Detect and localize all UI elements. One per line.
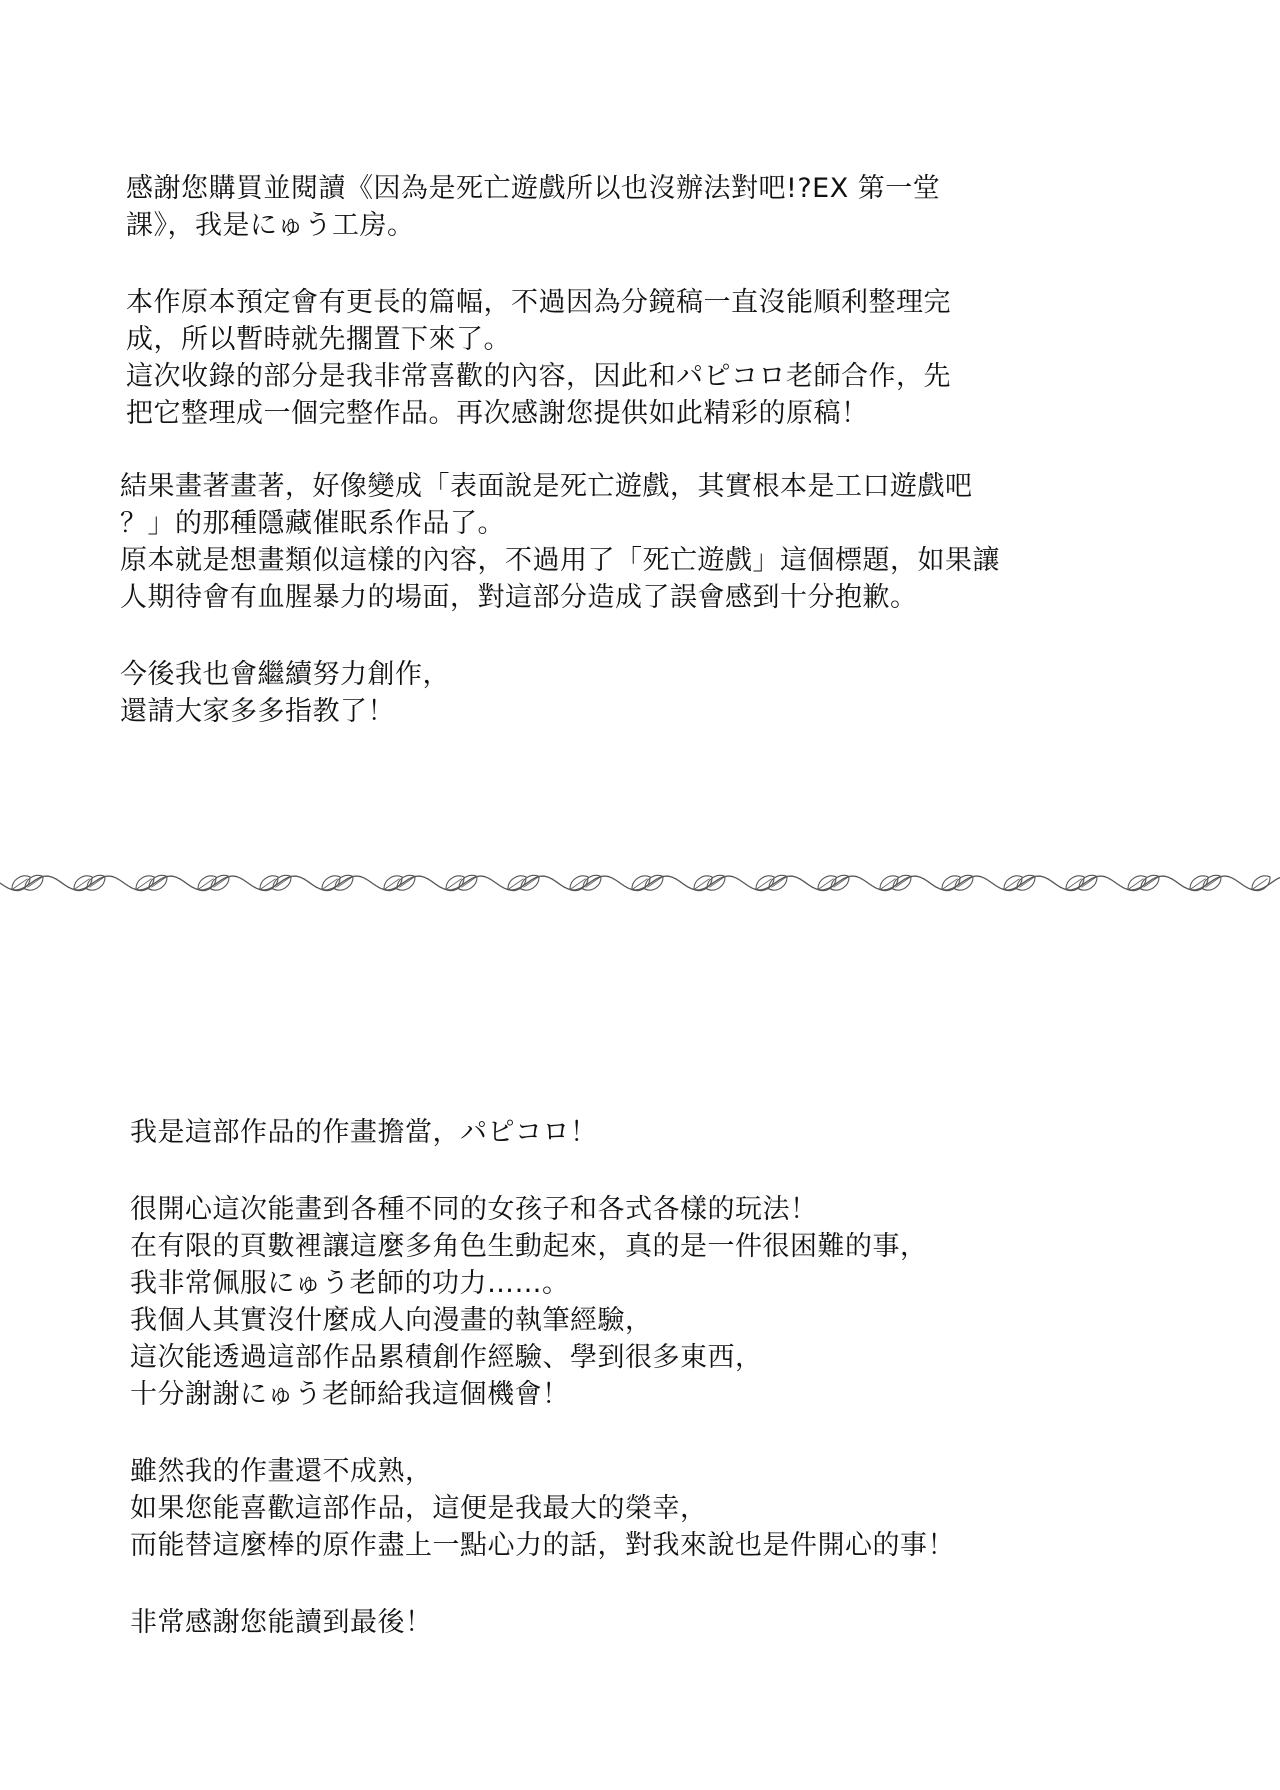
text-line: 結果畫著畫著，好像變成「表面說是死亡遊戲，其實根本是工口遊戲吧 <box>120 471 973 502</box>
text-line: 課》，我是にゅう工房。 <box>126 210 415 241</box>
text-line: 今後我也會繼續努力創作， <box>120 659 450 690</box>
leaf-icon <box>704 872 729 894</box>
text-line: 人期待會有血腥暴力的場面，對這部分造成了誤會感到十分抱歉。 <box>120 582 918 613</box>
text-line: ？」的那種隱藏催眠系作品了。 <box>120 508 505 539</box>
text-line: 我非常佩服にゅう老師的功力……。 <box>130 1268 570 1299</box>
text-line: 原本就是想畫類似這樣的內容，不過用了「死亡遊戲」這個標題，如果讓 <box>120 545 1000 576</box>
leaf-icon <box>146 872 171 894</box>
text-line: 成，所以暫時就先擱置下來了。 <box>126 324 511 355</box>
text-line: 非常感謝您能讀到最後！ <box>130 1607 433 1638</box>
leaf-icon <box>642 872 667 894</box>
leaf-icon <box>84 872 109 894</box>
leaf-icon <box>828 872 853 894</box>
afterword-niu-body <box>120 468 1000 730</box>
text-line: 還請大家多多指教了！ <box>120 696 395 727</box>
leaf-icon <box>1014 872 1039 894</box>
leaf-icon <box>208 872 233 894</box>
leaf-icon <box>456 872 481 894</box>
text-line: 而能替這麼棒的原作盡上一點心力的話，對我來說也是件開心的事！ <box>130 1530 955 1561</box>
leaf-icon <box>22 872 47 894</box>
text-line: 在有限的頁數裡讓這麼多角色生動起來，真的是一件很困難的事， <box>130 1231 928 1262</box>
leaf-icon <box>518 872 543 894</box>
text-line: 十分謝謝にゅう老師給我這個機會！ <box>130 1379 570 1410</box>
text-line: 雖然我的作畫還不成熟， <box>130 1456 433 1487</box>
leaf-icon <box>270 872 295 894</box>
leaf-vine-divider-icon <box>0 858 1280 908</box>
text-line: 如果您能喜歡這部作品，這便是我最大的榮幸， <box>130 1493 708 1524</box>
afterword-papikoro <box>130 1114 955 1641</box>
leaf-icon <box>890 872 915 894</box>
leaf-icon <box>1076 872 1101 894</box>
text-line: 我是這部作品的作畫擔當，パピコロ！ <box>130 1117 598 1148</box>
leaf-icon <box>952 872 977 894</box>
leaf-icon <box>1200 872 1225 894</box>
leaf-icon <box>394 872 419 894</box>
text-line: 本作原本預定會有更長的篇幅，不過因為分鏡稿一直沒能順利整理完 <box>126 287 951 318</box>
leaf-icon <box>1138 872 1163 894</box>
text-line: 感謝您購買並閱讀《因為是死亡遊戲所以也沒辦法對吧!?EX 第一堂 <box>126 173 941 204</box>
leaf-icon <box>766 872 791 894</box>
text-line: 這次收錄的部分是我非常喜歡的內容，因此和パピコロ老師合作，先 <box>126 361 951 392</box>
text-line: 把它整理成一個完整作品。再次感謝您提供如此精彩的原稿！ <box>126 398 869 429</box>
text-line: 我個人其實沒什麼成人向漫畫的執筆經驗， <box>130 1305 653 1336</box>
afterword-niu-intro <box>126 170 951 432</box>
leaf-icon <box>332 872 357 894</box>
text-line: 這次能透過這部作品累積創作經驗、學到很多東西， <box>130 1342 763 1373</box>
leaf-icon <box>580 872 605 894</box>
text-line: 很開心這次能畫到各種不同的女孩子和各式各樣的玩法！ <box>130 1194 818 1225</box>
